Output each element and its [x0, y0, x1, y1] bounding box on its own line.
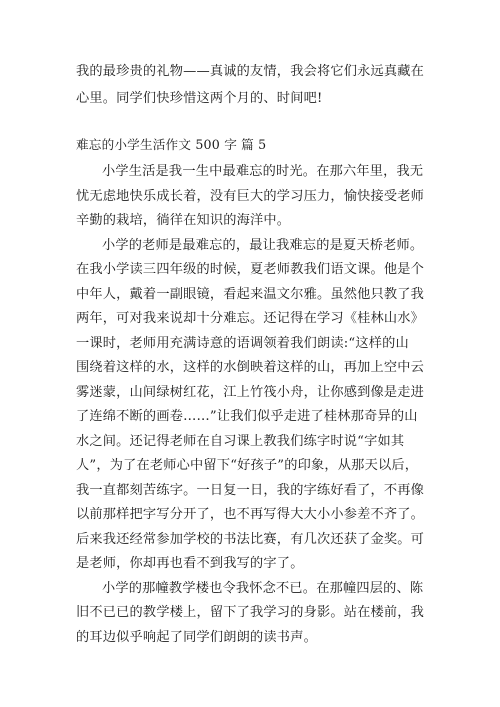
paragraph-2-line: 人”，为了在老师心中留下“好孩子”的印象，从那天以后， — [76, 458, 419, 473]
paragraph-2-line: 后来我还经常参加学校的书法比赛，有几次还获了金奖。可 — [76, 532, 425, 547]
section-title: 难忘的小学生活作文 500 字 篇 5 — [76, 137, 267, 152]
paragraph-2-line: 小学的老师是最难忘的，最让我难忘的是夏天桥老师。 — [102, 238, 424, 253]
paragraph-2-line: 我一直都刻苦练字。一日复一日，我的字练好看了，不再像 — [76, 483, 425, 498]
paragraph-2-line: 两年，可对我来说却十分难忘。还记得在学习《桂林山水》 — [76, 311, 425, 326]
paragraph-1-line: 忧无虑地快乐成长着，没有巨大的学习压力，愉快接受老师 — [76, 189, 425, 204]
paragraph-1-line: 辛勤的栽培，徜徉在知识的海洋中。 — [76, 213, 291, 228]
paragraph-2-line: 雾迷蒙，山间绿树红花，江上竹筏小舟，让你感到像是走进 — [76, 385, 425, 400]
intro-line-1: 我的最珍贵的礼物——真诚的友情，我会将它们永远真藏在 — [76, 64, 425, 79]
paragraph-2-line: 在我小学读三四年级的时候，夏老师教我们语文课。他是个 — [76, 262, 425, 277]
paragraph-2-line: 一课时，老师用充满诗意的语调领着我们朗读:“这样的山 — [76, 336, 409, 351]
paragraph-2-line: 了连绵不断的画卷……”让我们似乎走进了桂林那奇异的山 — [76, 409, 418, 424]
intro-line-2: 心里。同学们快珍惜这两个月的、时间吧! — [76, 91, 323, 106]
paragraph-3-line: 小学的那幢教学楼也令我怀念不已。在那幢四层的、陈 — [102, 581, 424, 596]
paragraph-3-line: 旧不已已的教学楼上，留下了我学习的身影。站在楼前，我 — [76, 605, 425, 620]
paragraph-3-line: 的耳边似乎响起了同学们朗朗的读书声。 — [76, 630, 317, 645]
paragraph-2-line: 围绕着这样的水，这样的水倒映着这样的山，再加上空中云 — [76, 360, 425, 375]
paragraph-2-line: 是老师，你却再也看不到我写的字了。 — [76, 556, 304, 571]
paragraph-2-line: 以前那样把字写分开了，也不再写得大大小小参差不齐了。 — [76, 507, 425, 522]
paragraph-2-line: 中年人，戴着一副眼镜，看起来温文尔雅。虽然他只教了我 — [76, 287, 425, 302]
paragraph-2-line: 水之间。还记得老师在自习课上教我们练字时说“字如其 — [76, 434, 405, 449]
paragraph-1-line: 小学生活是我一生中最难忘的时光。在那六年里，我无 — [102, 164, 424, 179]
